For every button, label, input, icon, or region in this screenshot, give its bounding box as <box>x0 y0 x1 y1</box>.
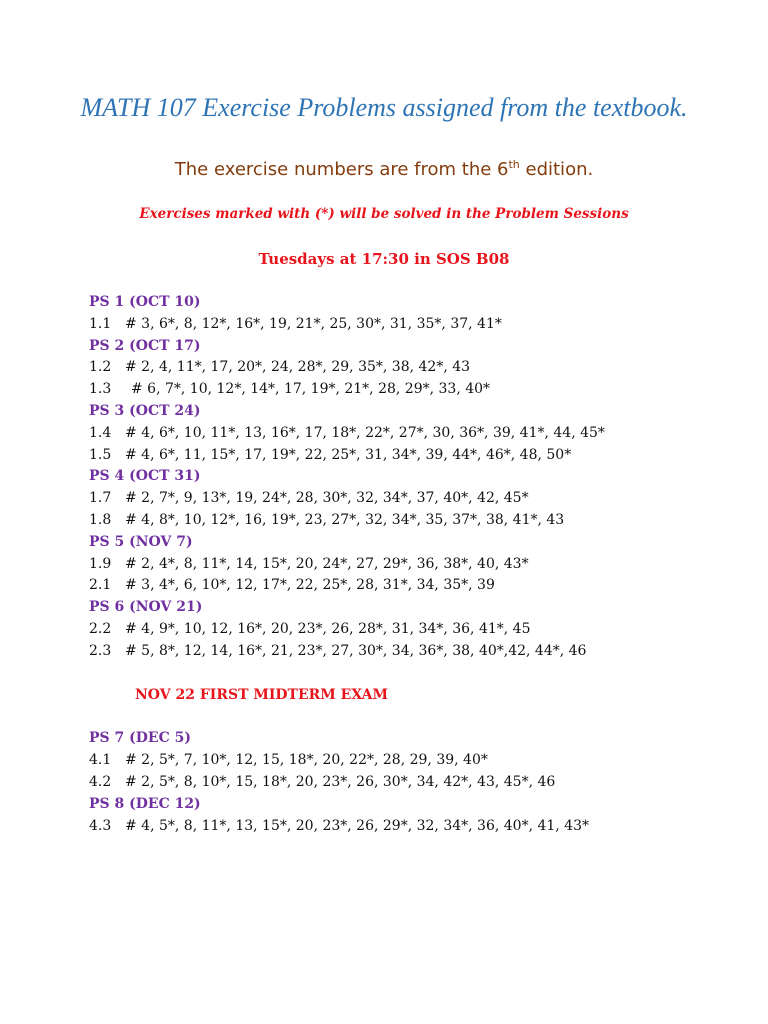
session-heading: PS 5 (NOV 7) <box>89 533 193 550</box>
exercise-row <box>89 357 749 379</box>
section-number: 4.2 <box>89 773 112 790</box>
section-number: 1.1 <box>89 315 112 332</box>
section-number: 1.9 <box>89 555 112 572</box>
problem-numbers: # 5, 8*, 12, 14, 16*, 21, 23*, 27, 30*, 34, 36*, 38, 40*,42, 44*, 46 <box>125 642 587 659</box>
problem-numbers: # 2, 5*, 8, 10*, 15, 18*, 20, 23*, 26, 30*, 34, 42*, 43, 45*, 46 <box>125 773 556 790</box>
section-number: 2.1 <box>89 577 112 594</box>
edition-subtitle <box>0 157 768 183</box>
session-heading: PS 6 (NOV 21) <box>89 599 203 616</box>
schedule-line: Tuesdays at 17:30 in SOS B08 <box>258 250 510 268</box>
exercise-row <box>89 641 749 663</box>
problem-numbers: # 2, 4*, 8, 11*, 14, 15*, 20, 24*, 27, 29*, 36, 38*, 40, 43* <box>125 555 529 572</box>
problem-sessions-note: Exercises marked with (*) will be solved in the Problem Sessions <box>139 206 629 222</box>
section-number: 1.3 <box>89 381 112 398</box>
session-heading: PS 7 (DEC 5) <box>89 730 191 747</box>
subtitle-text: The exercise numbers are from the 6 <box>174 159 509 180</box>
exercise-row <box>89 423 749 445</box>
exercise-row <box>89 816 749 838</box>
problem-numbers: # 3, 6*, 8, 12*, 16*, 19, 21*, 25, 30*, 31, 35*, 37, 41* <box>125 315 502 332</box>
exercise-row <box>89 314 749 336</box>
exercise-row <box>89 488 749 510</box>
document-title: MATH 107 Exercise Problems assigned from the textbook. <box>80 93 688 122</box>
exercise-list <box>89 292 749 837</box>
session-heading: PS 3 (OCT 24) <box>89 402 201 419</box>
problem-numbers: # 3, 4*, 6, 10*, 12, 17*, 22, 25*, 28, 31*, 34, 35*, 39 <box>125 577 495 594</box>
exercise-row <box>89 619 749 641</box>
section-number: 4.1 <box>89 752 112 769</box>
problem-numbers: # 2, 5*, 7, 10*, 12, 15, 18*, 20, 22*, 28, 29, 39, 40* <box>125 752 488 769</box>
exercise-row <box>89 379 749 401</box>
subtitle-text-end: edition. <box>519 159 594 180</box>
section-number: 1.4 <box>89 424 112 441</box>
exercise-row <box>89 554 749 576</box>
problem-numbers: # 4, 6*, 11, 15*, 17, 19*, 22, 25*, 31, 34*, 39, 44*, 46*, 48, 50* <box>125 446 572 463</box>
section-number: 2.2 <box>89 620 112 637</box>
section-number: 1.2 <box>89 359 112 376</box>
problem-numbers: # 4, 6*, 10, 11*, 13, 16*, 17, 18*, 22*, 27*, 30, 36*, 39, 41*, 44, 45* <box>125 424 605 441</box>
section-number: 2.3 <box>89 642 112 659</box>
exercise-row <box>89 575 749 597</box>
section-number: 1.8 <box>89 511 112 528</box>
problem-numbers: # 4, 9*, 10, 12, 16*, 20, 23*, 26, 28*, 31, 34*, 36, 41*, 45 <box>125 620 531 637</box>
problem-numbers: # 2, 4, 11*, 17, 20*, 24, 28*, 29, 35*, 38, 42*, 43 <box>125 359 471 376</box>
problem-numbers: # 6, 7*, 10, 12*, 14*, 17, 19*, 21*, 28, 29*, 33, 40* <box>131 381 491 398</box>
session-heading: PS 4 (OCT 31) <box>89 468 201 485</box>
exercise-row <box>89 510 749 532</box>
section-number: 1.7 <box>89 490 112 507</box>
session-heading: PS 8 (DEC 12) <box>89 795 201 812</box>
problem-numbers: # 4, 5*, 8, 11*, 13, 15*, 20, 23*, 26, 29*, 32, 34*, 36, 40*, 41, 43* <box>125 817 589 834</box>
problem-numbers: # 2, 7*, 9, 13*, 19, 24*, 28, 30*, 32, 34*, 37, 40*, 42, 45* <box>125 490 529 507</box>
exercise-row <box>89 772 749 794</box>
midterm-exam-notice: NOV 22 FIRST MIDTERM EXAM <box>135 686 389 703</box>
session-heading: PS 1 (OCT 10) <box>89 294 201 310</box>
problem-numbers: # 4, 8*, 10, 12*, 16, 19*, 23, 27*, 32, 34*, 35, 37*, 38, 41*, 43 <box>125 511 565 528</box>
section-number: 1.5 <box>89 446 112 463</box>
exercise-row <box>89 445 749 467</box>
subtitle-superscript: th <box>508 158 520 171</box>
session-heading: PS 2 (OCT 17) <box>89 337 201 354</box>
section-number: 4.3 <box>89 817 112 834</box>
exercise-row <box>89 750 749 772</box>
